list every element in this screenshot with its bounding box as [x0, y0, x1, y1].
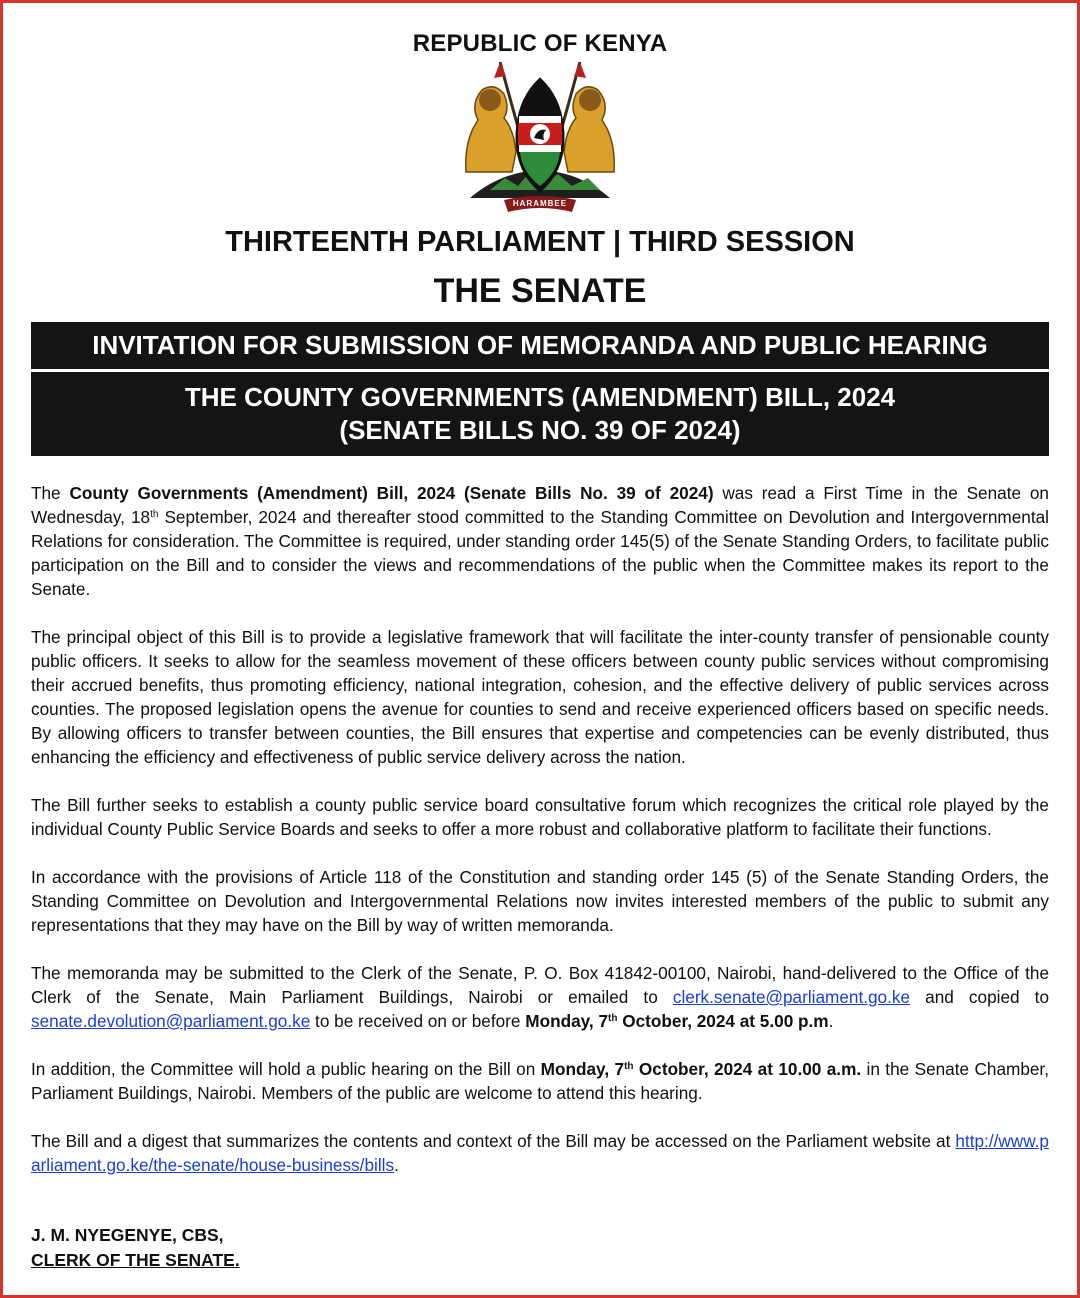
republic-heading: REPUBLIC OF KENYA — [412, 30, 668, 57]
p7-text-a: The Bill and a digest that summarizes the contents and context of the Bill may be accessed on the Parliament website at — [31, 1131, 956, 1151]
p1-text-a: The — [31, 483, 70, 503]
ordinal-suffix: th — [150, 509, 159, 520]
invitation-banner: INVITATION FOR SUBMISSION OF MEMORANDA AND PUBLIC HEARING — [31, 322, 1049, 369]
deadline-date: October, 2024 at 5.00 p.m — [617, 1011, 829, 1031]
paragraph-website — [31, 1129, 1049, 1177]
coat-of-arms-icon — [460, 60, 620, 216]
p6-text-b: in the Senate Chamber, Parliament Buildings, Nairobi. Members of the public are welcome to attend this hearing. — [31, 1059, 1049, 1103]
p6-text-a: In addition, the Committee will hold a public hearing on the Bill on — [31, 1059, 541, 1079]
paragraph-first-reading — [31, 481, 1049, 601]
bill-name: County Governments (Amendment) Bill, 2024 (Senate Bills No. 39 of 2024) — [69, 483, 714, 503]
p1-text-c: September, 2024 and thereafter stood committed to the Standing Committee on Devolution and Intergovernmental Relations for consideration. The Committee is required, under standing order 145(5) of the Senate Standing Orders, to facilitate public participation on the Bill and to consider the views and recommendations of the public when the Committee makes its report to the Senate. — [31, 507, 1049, 599]
paragraph-invitation: In accordance with the provisions of Article 118 of the Constitution and standing order 145 (5) of the Senate Standing Orders, the Standing Committee on Devolution and Intergovernmental Relations now invites interested members of the public to submit any representations that they may have on the Bill by way of written memoranda. — [31, 867, 1049, 935]
hearing-date — [541, 1059, 861, 1079]
hearing-time: October, 2024 at 10.00 a.m. — [633, 1059, 862, 1079]
clerk-email-link[interactable]: clerk.senate@parliament.go.ke — [672, 987, 911, 1007]
hearing-day: Monday, 7 — [540, 1059, 625, 1079]
signature-block — [31, 1223, 631, 1273]
bills-website-link[interactable]: http://www.parliament.go.ke/the-senate/house-business/bills — [31, 1131, 1049, 1175]
ordinal-suffix: th — [608, 1013, 618, 1024]
deadline-day: Monday, 7 — [525, 1011, 609, 1031]
bill-title-banner — [31, 372, 1049, 456]
submission-deadline — [525, 1011, 828, 1031]
p5-text-d: . — [828, 1011, 834, 1031]
p5-text-c: to be received on or before — [310, 1011, 526, 1031]
bill-title-line1: THE COUNTY GOVERNMENTS (AMENDMENT) BILL, 2024 — [184, 382, 896, 412]
house-heading: THE SENATE — [433, 272, 647, 310]
coat-of-arms-motto: HARAMBEE — [512, 199, 568, 208]
bill-title-line2: (SENATE BILLS NO. 39 OF 2024) — [339, 415, 741, 445]
paragraph-principal-object: The principal object of this Bill is to provide a legislative framework that will facilitate the inter-county transfer of pensionable county public officers. It seeks to allow for the seamless movement of these officers between county public services without compromising their accrued benefits, thus promoting efficiency, national integration, cohesion, and the effective delivery of public services across counties. The proposed legislation opens the avenue for counties to send and receive experienced officers based on specific needs. By allowing officers to transfer between counties, the Bill ensures that expertise and competencies can be evenly distributed, thus enhancing the efficiency and effectiveness of public service delivery across the nation. — [31, 627, 1049, 767]
p5-text-a: The memoranda may be submitted to the Clerk of the Senate, P. O. Box 41842-00100, Nairobi, hand-delivered to the Office of the Clerk of the Senate, Main Parliament Buildings, Nairobi or emailed to — [31, 963, 1049, 1007]
p5-text-b: and copied to — [910, 987, 1049, 1007]
signatory-title: CLERK OF THE SENATE. — [31, 1250, 240, 1270]
ordinal-suffix: th — [624, 1061, 634, 1072]
paragraph-submission — [31, 961, 1049, 1033]
p1-text-b: was read a First Time in the Senate on Wednesday, 18 — [31, 483, 1049, 527]
parliament-session-heading: THIRTEENTH PARLIAMENT | THIRD SESSION — [225, 226, 855, 258]
notice-body — [31, 481, 1049, 1201]
signatory-name: J. M. NYEGENYE, CBS, — [31, 1225, 224, 1245]
paragraph-public-hearing — [31, 1057, 1049, 1105]
paragraph-consultative-forum: The Bill further seeks to establish a county public service board consultative forum which recognizes the critical role played by the individual County Public Service Boards and seeks to offer a more robust and collaborative platform to facilitate their functions. — [31, 795, 1049, 839]
coat-of-arms-emblem — [460, 60, 620, 216]
p7-text-b: . — [394, 1155, 399, 1175]
devolution-email-link[interactable]: senate.devolution@parliament.go.ke — [31, 1011, 311, 1031]
